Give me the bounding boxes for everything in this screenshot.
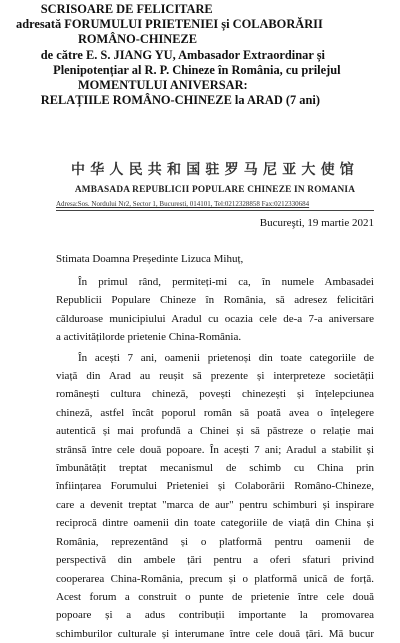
embassy-name: AMBASADA REPUBLICII POPULARE CHINEZE IN ROMANIA [74,185,356,195]
body-line: În primul rând, permiteți-mi ca, în numele Ambasadei [78,276,374,288]
body-line: reciprocă dintre oamenii din toate categoriile de viață din China și [56,517,374,530]
body-line: care a devenit treptat "marca de aur" pentru schimburi și inspirare [56,498,374,511]
body-line: autentică și mai profundă a Chinei și să păstreze o relație mai [56,425,374,438]
letter-greeting: Stimata Doamna Președinte Lizuca Mihuț, [56,253,244,265]
body-line: popoare și a adus contribuții importante la promovarea [56,609,374,622]
heading-line: de către E. S. JIANG YU, Ambasador Extraordinar și [16,47,325,62]
heading-line: Plenipotențiar al R. P. Chineze în România, cu prilejul [16,62,341,77]
heading-line: adresată FORUMULUI PRIETENIEI și COLABORĂRII [16,17,323,32]
letter-heading [16,2,386,108]
body-line: călduroase municipiului Aradul cu ocazia cele de-a 7-a aniversare [56,312,374,325]
body-line: românești cultura chineză, povești chinezești și înțelepciunea [56,388,374,401]
body-line: În acești 7 ani, oamenii prietenoși din toate categoriile de [78,351,374,364]
body-line: Republicii Populare Chineze în România, să adresez felicitări [56,294,374,307]
heading-line: ROMÂNO-CHINEZE [16,32,198,47]
letter-scan [56,162,374,640]
body-line: cooperarea China-România, precum și o platformă unică de forță. [56,572,374,585]
body-line: perspectivă din ambele țări pentru a oferi sfaturi privind [56,554,374,567]
letter-body [56,273,374,643]
body-line: Acest forum a construit o punte de prietenie între cele două [56,590,374,603]
body-line: îmbunătățit treptat mecanismul de schimb cu China prin [56,462,374,475]
body-line: strânsă între cele două popoare. În acești 7 ani; Aradul a stabilit și [56,443,374,456]
body-line: a activitățilorde prietenie China-România. [56,331,242,344]
body-line: schimburilor culturale și interumane între cele două țări. Mă bucur [56,627,374,640]
embassy-address: Adresa:Sos. Nordului Nr2, Sector 1, Bucuresti, 014101, Tel:0212328858 Fax:0212330684 [56,200,310,208]
letterhead-divider [56,210,374,211]
heading-line: SCRISOARE DE FELICITARE [16,2,213,16]
letter-date: Bucureşti, 19 martie 2021 [259,217,374,229]
embassy-chinese-name: 中华人民共和国驻罗马尼亚大使馆 [71,162,359,178]
heading-line: MOMENTULUI ANIVERSAR: [16,78,248,93]
body-line: înființarea Forumului Prieteniei și Colaborării Româno-Chineze, [56,480,374,493]
body-line: viață din Arad au reușit să prezente și interpreteze societății [56,370,374,383]
body-line: chineză, astfel încât poporul român să poată avea o înțelegere [56,406,374,419]
body-line: România, reprezentând și o platformă pentru oamenii de [56,535,374,548]
heading-line: RELAȚIILE ROMÂNO-CHINEZE la ARAD (7 ani) [16,93,320,108]
